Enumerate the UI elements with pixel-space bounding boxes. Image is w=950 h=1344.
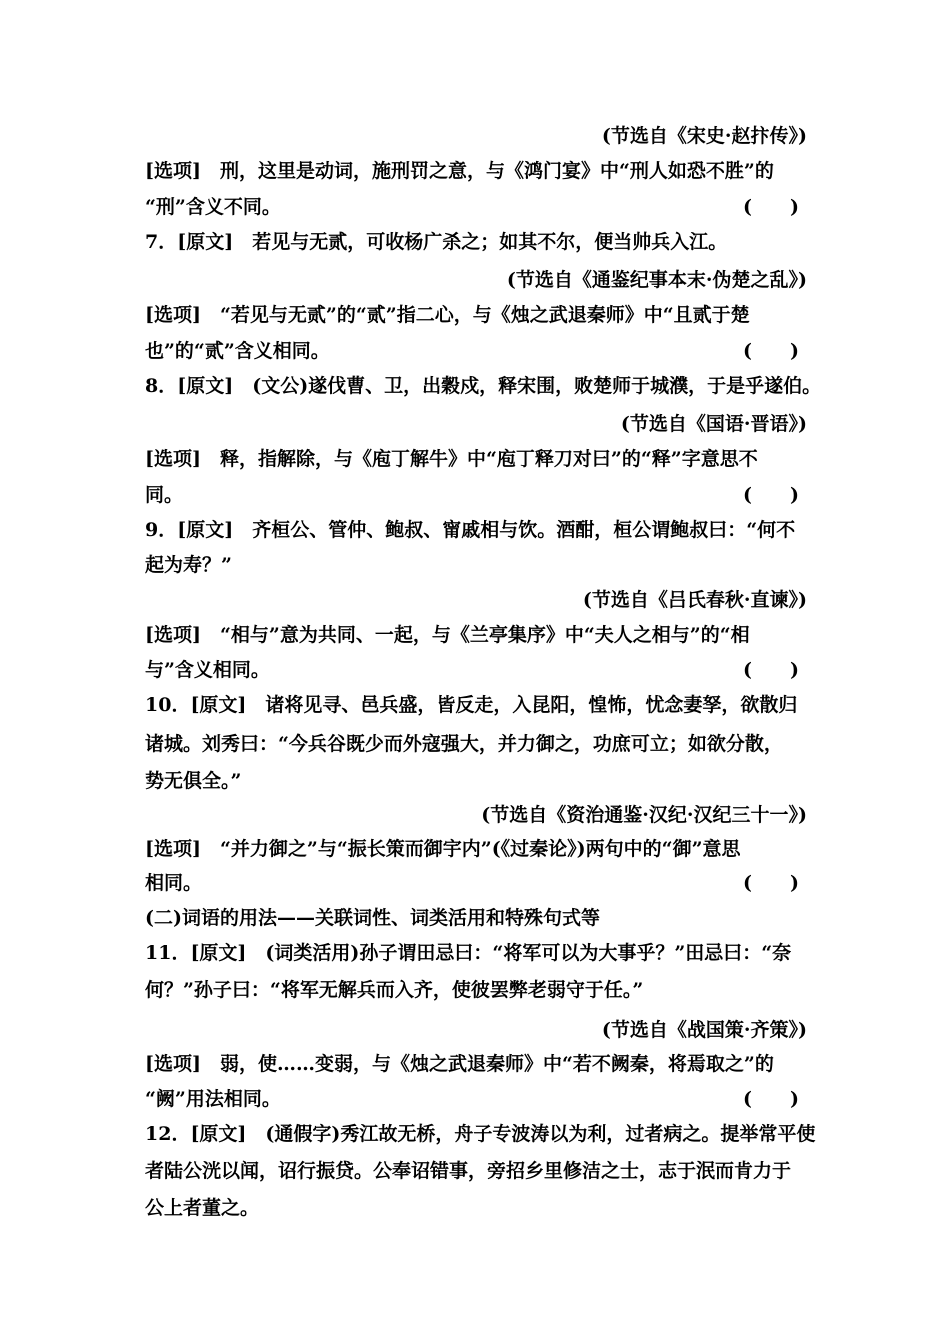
question-line: 势无俱全。” — [145, 770, 242, 792]
text: 也”的“贰”含义相同。 — [145, 340, 330, 362]
question-line: 公上者董之。 — [145, 1197, 260, 1219]
answer-blank: ( ) — [743, 659, 799, 681]
question-line: 何？”孙子曰：“将军无解兵而入齐，使彼罢弊老弱守于任。” — [145, 979, 644, 1001]
source-citation: (节选自《资治通鉴·汉纪·汉纪三十一》) — [481, 804, 807, 826]
text: “阙”用法相同。 — [145, 1088, 281, 1110]
text: 与”含义相同。 — [145, 659, 270, 681]
option-line: [选项] 刑，这里是动词，施刑罚之意，与《鸿门宴》中“刑人如恐不胜”的 — [145, 160, 774, 182]
question-line: 诸城。刘秀曰：“今兵谷既少而外寇强大，并力御之，功庶可立；如欲分散， — [145, 733, 783, 755]
question-line: 12．[原文] (通假字)秀江故无桥，舟子专波涛以为利，过者病之。提举常平使 — [145, 1123, 816, 1145]
question-line: 8．[原文] (文公)遂伐曹、卫，出穀戍，释宋围，败楚师于城濮，于是乎遂伯。 — [145, 375, 822, 397]
option-line: [选项] “若见与无贰”的“贰”指二心，与《烛之武退秦师》中“且贰于楚 — [145, 304, 750, 326]
question-line: 7．[原文] 若见与无贰，可收杨广杀之；如其不尔，便当帅兵入江。 — [145, 231, 728, 253]
option-line — [145, 338, 807, 364]
text: “刑”含义不同。 — [145, 196, 281, 218]
question-line: 起为寿？” — [145, 554, 232, 576]
option-line — [145, 194, 807, 220]
answer-blank: ( ) — [743, 484, 799, 506]
question-line: 9．[原文] 齐桓公、管仲、鲍叔、甯戚相与饮。酒酣，桓公谓鲍叔曰：“何不 — [145, 519, 796, 541]
option-line — [145, 1086, 807, 1112]
option-line — [145, 657, 807, 683]
answer-blank: ( ) — [743, 196, 799, 218]
source-citation: (节选自《吕氏春秋·直谏》) — [582, 589, 807, 611]
option-line: [选项] 弱，使……变弱，与《烛之武退秦师》中“若不阙秦，将焉取之”的 — [145, 1053, 774, 1075]
source-citation: (节选自《国语·晋语》) — [620, 413, 807, 435]
answer-blank: ( ) — [743, 340, 799, 362]
text: 同。 — [145, 484, 184, 506]
source-citation: (节选自《通鉴纪事本末·伪楚之乱》) — [506, 269, 807, 291]
source-citation: (节选自《宋史·赵抃传》) — [601, 125, 807, 147]
option-line — [145, 482, 807, 508]
question-line: 11．[原文] (词类活用)孙子谓田忌曰：“将军可以为大事乎？”田忌曰：“奈 — [145, 942, 792, 964]
text: 相同。 — [145, 872, 203, 894]
answer-blank: ( ) — [743, 1088, 799, 1110]
answer-blank: ( ) — [743, 872, 799, 894]
option-line — [145, 870, 807, 896]
source-citation: (节选自《战国策·齐策》) — [601, 1019, 807, 1041]
option-line: [选项] “相与”意为共同、一起，与《兰亭集序》中“夫人之相与”的“相 — [145, 624, 750, 646]
question-line: 10．[原文] 诸将见寻、邑兵盛，皆反走，入昆阳，惶怖，忧念妻孥，欲散归 — [145, 694, 798, 716]
option-line: [选项] 释，指解除，与《庖丁解牛》中“庖丁释刀对曰”的“释”字意思不 — [145, 448, 758, 470]
section-heading: (二)词语的用法——关联词性、词类活用和特殊句式等 — [145, 907, 600, 929]
question-line: 者陆公洸以闻，诏行振贷。公奉诏错事，旁招乡里修洁之士，志于泯而肯力于 — [145, 1160, 792, 1182]
option-line: [选项] “并力御之”与“振长策而御宇内”(《过秦论》)两句中的“御”意思 — [145, 838, 741, 860]
